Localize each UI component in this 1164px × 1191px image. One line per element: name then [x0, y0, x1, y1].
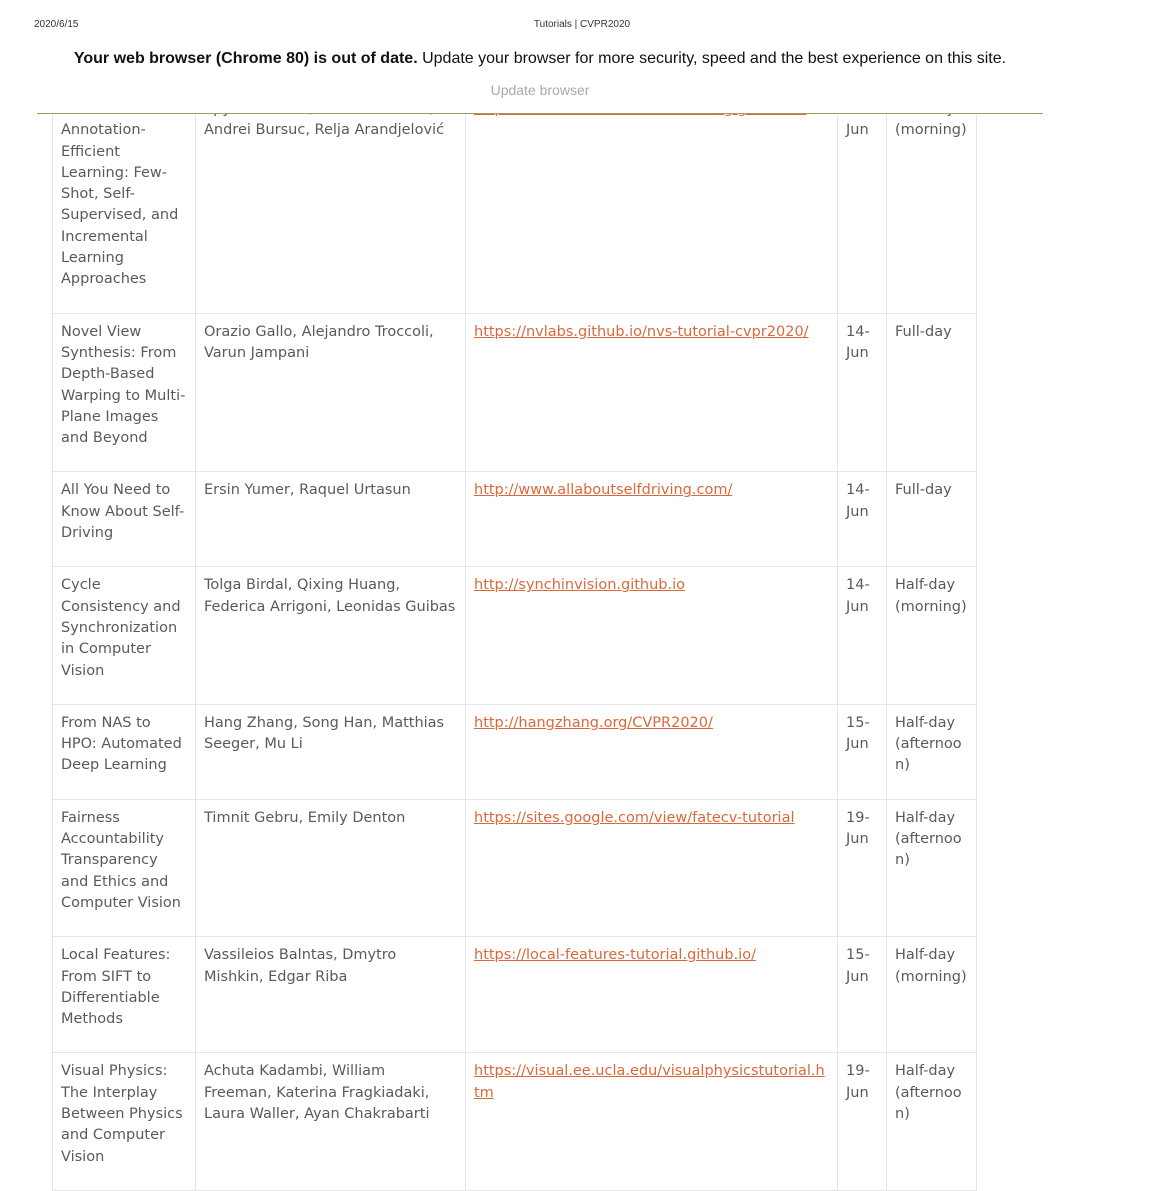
tutorial-length: (morning) [895, 122, 967, 139]
table-row [53, 937, 977, 1053]
tutorial-organizers-cell [196, 704, 466, 799]
tutorial-organizers: Tolga Birdal, Qixing Huang, Federica Arrigoni, Leonidas Guibas [204, 577, 456, 615]
tutorial-title-cell [53, 1053, 196, 1190]
tutorial-organizers: Ersin Yumer, Raquel Urtasun [204, 482, 411, 499]
tutorial-length: Half-day (morning) [895, 577, 967, 615]
tutorial-url-link-cell [466, 472, 838, 567]
tutorial-date: 14-Jun [846, 482, 870, 520]
tutorial-url-link-cell [466, 937, 838, 1053]
tutorial-url-link[interactable]: https://local-features-tutorial.github.io/ [474, 947, 756, 964]
table-row [53, 799, 977, 936]
table-row [53, 1053, 977, 1190]
tutorial-length: Half-day (morning) [895, 947, 967, 985]
tutorial-date-cell [838, 313, 887, 472]
tutorial-url-link-cell [466, 567, 838, 704]
tutorial-title: Novel View Synthesis: From Depth-Based Warping to Multi-Plane Images and Beyond [61, 323, 186, 447]
tutorial-length-cell [887, 1053, 977, 1190]
tutorial-length: Full-day [895, 323, 952, 340]
tutorial-organizers: Orazio Gallo, Alejandro Troccoli, Varun Jampani [204, 323, 434, 361]
tutorial-organizers-cell [196, 1053, 466, 1190]
outdated-browser-warning: Your web browser (Chrome 80) is out of date. [73, 50, 418, 67]
print-page-title: Tutorials | CVPR2020 [533, 19, 631, 30]
table-row [53, 704, 977, 799]
table-row [53, 472, 977, 567]
tutorial-date-cell [838, 91, 887, 314]
tutorial-date-cell [838, 704, 887, 799]
banner-divider [37, 113, 1043, 114]
tutorial-organizers-cell [196, 313, 466, 472]
tutorial-title: Annotation-Efficient Learning: Few-Shot, Self-Supervised, and Incremental Learning Approaches [61, 122, 179, 288]
tutorial-title-cell [53, 313, 196, 472]
tutorial-length-cell [887, 91, 977, 314]
tutorial-title-cell [53, 472, 196, 567]
tutorial-date: 15-Jun [846, 714, 870, 753]
tutorial-url-link-cell [466, 799, 838, 936]
tutorial-url-link-cell [466, 704, 838, 799]
tutorial-length: Half-day (afternoon) [895, 714, 962, 774]
tutorial-title: Cycle Consistency and Synchronization in Computer Vision [61, 577, 181, 679]
tutorial-length: Half-day (afternoon) [895, 809, 962, 869]
outdated-browser-details: Update your browser for more security, speed and the best experience on this site. [417, 50, 1007, 67]
tutorial-date: 19-Jun [846, 809, 870, 848]
tutorial-url-link[interactable]: http://synchinvision.github.io [474, 577, 686, 594]
tutorial-url-link-cell [466, 313, 838, 472]
tutorial-title-cell [53, 937, 196, 1053]
tutorial-title-cell [53, 704, 196, 799]
tutorial-organizers: Vassileios Balntas, Dmytro Mishkin, Edgar Riba [204, 947, 397, 985]
tutorial-organizers-cell [196, 567, 466, 704]
tutorial-title: Fairness Accountability Transparency and Ethics and Computer Vision [61, 809, 181, 911]
tutorial-organizers: Achuta Kadambi, William Freeman, Katerina Fragkiadaki, Laura Waller, Ayan Chakrabarti [204, 1063, 430, 1122]
tutorial-length-cell [887, 313, 977, 472]
tutorial-title: Local Features: From SIFT to Differentiable Methods [61, 947, 171, 1028]
tutorial-length-cell [887, 799, 977, 936]
tutorial-url-link[interactable]: https://visual.ee.ucla.edu/visualphysicstutorial.htm [474, 1063, 825, 1101]
tutorial-url-link[interactable]: http://www.allaboutselfdriving.com/ [474, 482, 733, 499]
table-row [53, 567, 977, 704]
tutorial-title: All You Need to Know About Self-Driving [61, 482, 185, 542]
tutorial-date: 19-Jun [846, 1063, 870, 1101]
tutorial-title: From NAS to HPO: Automated Deep Learning [61, 714, 182, 774]
tutorial-organizers-cell [196, 799, 466, 936]
tutorial-date-cell [838, 472, 887, 567]
tutorial-title-cell [53, 799, 196, 936]
tutorial-url-link-cell [466, 91, 838, 314]
tutorial-length: Full-day [895, 482, 952, 499]
tutorial-length-cell [887, 567, 977, 704]
tutorial-url-link[interactable]: https://sites.google.com/view/fatecv-tutorial [474, 809, 795, 826]
tutorial-organizers: Timnit Gebru, Emily Denton [204, 809, 406, 826]
table-row [53, 313, 977, 472]
tutorials-table [52, 90, 977, 1191]
tutorial-length-cell [887, 704, 977, 799]
tutorial-organizers: Andrei Bursuc, Relja Arandjelović [204, 122, 445, 139]
table-row [53, 91, 977, 314]
tutorial-title: Visual Physics: The Interplay Between Physics and Computer Vision [61, 1063, 183, 1165]
outdated-browser-message [0, 50, 1080, 68]
tutorial-date: 15-Jun [846, 947, 870, 985]
tutorial-url-link[interactable]: http://hangzhang.org/CVPR2020/ [474, 714, 713, 731]
tutorial-url-link-cell [466, 1053, 838, 1190]
tutorial-date: Jun [846, 122, 869, 139]
tutorial-date-cell [838, 937, 887, 1053]
update-browser-button[interactable]: Update browser [490, 82, 590, 98]
tutorial-date-cell [838, 1053, 887, 1190]
tutorials-table-container [52, 100, 976, 1165]
tutorial-date: 14-Jun [846, 323, 870, 361]
tutorial-url-link[interactable]: https://nvlabs.github.io/nvs-tutorial-cvpr2020/ [474, 323, 809, 340]
outdated-browser-banner [0, 40, 1080, 114]
tutorial-title-cell [53, 91, 196, 314]
tutorial-organizers-cell [196, 91, 466, 314]
tutorial-date-cell [838, 567, 887, 704]
tutorial-title-cell [53, 567, 196, 704]
tutorial-length-cell [887, 937, 977, 1053]
print-header [0, 19, 1080, 33]
print-date: 2020/6/15 [34, 19, 79, 30]
tutorial-length: Half-day (afternoon) [895, 1063, 962, 1122]
tutorial-organizers-cell [196, 472, 466, 567]
tutorial-organizers: Hang Zhang, Song Han, Matthias Seeger, Mu Li [204, 714, 445, 753]
tutorial-length-cell [887, 472, 977, 567]
tutorial-date: 14-Jun [846, 577, 870, 615]
tutorial-organizers-cell [196, 937, 466, 1053]
tutorial-date-cell [838, 799, 887, 936]
